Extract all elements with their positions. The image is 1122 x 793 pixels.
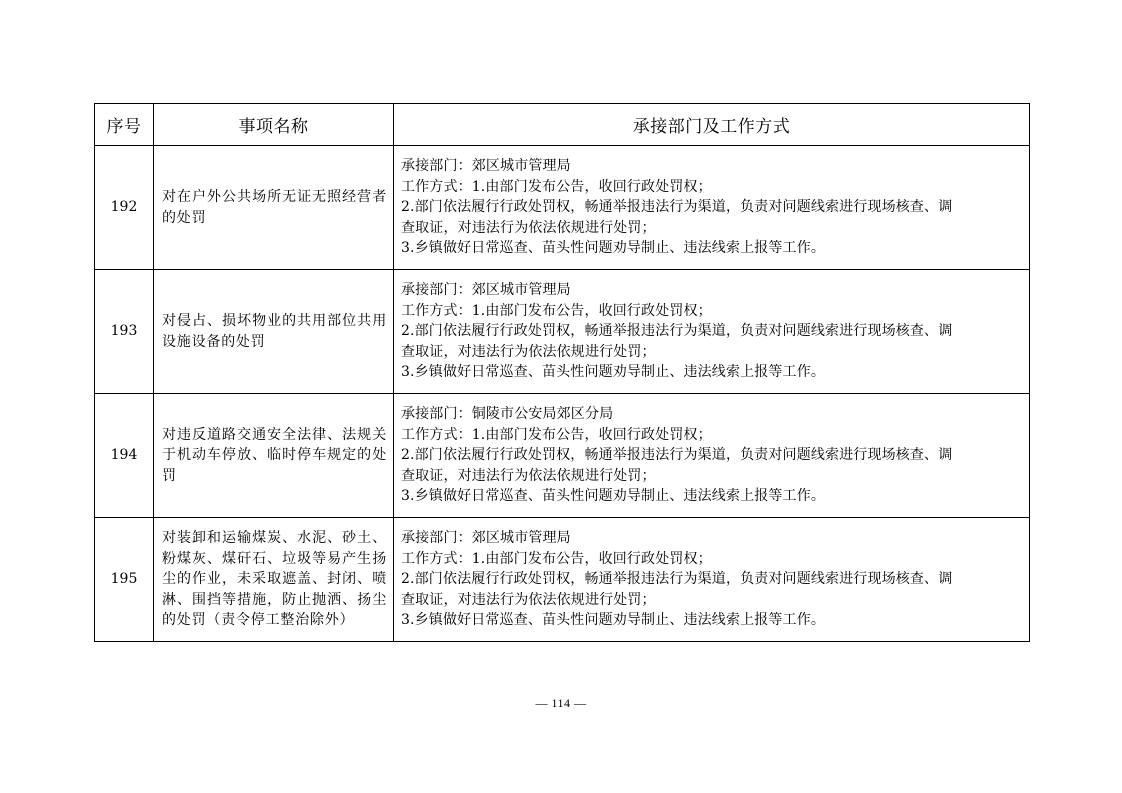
- dept-line: 承接部门：郊区城市管理局: [401, 282, 571, 299]
- table-row: [95, 270, 1030, 394]
- dept-line: 承接部门：铜陵市公安局郊区分局: [401, 406, 614, 423]
- header-index: 序号: [95, 104, 154, 146]
- dept-line: 2.部门依法履行行政处罚权，畅通举报违法行为渠道，负责对问题线索进行现场核查、调: [401, 199, 953, 216]
- table-header-row: [95, 104, 1030, 146]
- table-row: [95, 518, 1030, 642]
- row-index: 193: [95, 270, 154, 394]
- matters-table: [94, 103, 1030, 642]
- dept-line: 3.乡镇做好日常巡查、苗头性问题劝导制止、违法线索上报等工作。: [401, 488, 826, 505]
- dept-line: 查取证，对违法行为依法依规进行处罚；: [401, 467, 656, 484]
- page-number: — 114 —: [535, 696, 587, 710]
- row-dept-method: [394, 270, 1030, 394]
- row-dept-method: [394, 394, 1030, 518]
- dept-line: 承接部门：郊区城市管理局: [401, 158, 571, 175]
- row-matter-name: 对侵占、损坏物业的共用部位共用设施设备的处罚: [154, 270, 394, 394]
- dept-line: 查取证，对违法行为依法依规进行处罚；: [401, 219, 656, 236]
- dept-line: 2.部门依法履行行政处罚权，畅通举报违法行为渠道，负责对问题线索进行现场核查、调: [401, 323, 953, 340]
- dept-line: 承接部门：郊区城市管理局: [401, 530, 571, 547]
- dept-line: 工作方式：1.由部门发布公告，收回行政处罚权；: [401, 178, 712, 195]
- dept-line: 工作方式：1.由部门发布公告，收回行政处罚权；: [401, 426, 712, 443]
- header-name: 事项名称: [154, 104, 394, 146]
- row-matter-name: 对装卸和运输煤炭、水泥、砂土、粉煤灰、煤矸石、垃圾等易产生扬尘的作业，未采取遮盖、封闭、喷淋、围挡等措施，防止抛洒、扬尘的处罚（责令停工整治除外）: [154, 518, 394, 642]
- table-row: [95, 394, 1030, 518]
- dept-line: 查取证，对违法行为依法依规进行处罚；: [401, 343, 656, 360]
- dept-line: 3.乡镇做好日常巡查、苗头性问题劝导制止、违法线索上报等工作。: [401, 364, 826, 381]
- dept-line: 3.乡镇做好日常巡查、苗头性问题劝导制止、违法线索上报等工作。: [401, 240, 826, 257]
- row-index: 194: [95, 394, 154, 518]
- dept-line: 查取证，对违法行为依法依规进行处罚；: [401, 591, 656, 608]
- table-row: [95, 146, 1030, 270]
- header-dept: 承接部门及工作方式: [394, 104, 1030, 146]
- dept-line: 3.乡镇做好日常巡查、苗头性问题劝导制止、违法线索上报等工作。: [401, 612, 826, 629]
- dept-line: 2.部门依法履行行政处罚权，畅通举报违法行为渠道，负责对问题线索进行现场核查、调: [401, 447, 953, 464]
- row-index: 195: [95, 518, 154, 642]
- row-dept-method: [394, 146, 1030, 270]
- dept-line: 工作方式：1.由部门发布公告，收回行政处罚权；: [401, 302, 712, 319]
- row-matter-name: 对违反道路交通安全法律、法规关于机动车停放、临时停车规定的处罚: [154, 394, 394, 518]
- row-index: 192: [95, 146, 154, 270]
- dept-line: 工作方式：1.由部门发布公告，收回行政处罚权；: [401, 550, 712, 567]
- dept-line: 2.部门依法履行行政处罚权，畅通举报违法行为渠道，负责对问题线索进行现场核查、调: [401, 571, 953, 588]
- row-matter-name: 对在户外公共场所无证无照经营者的处罚: [154, 146, 394, 270]
- row-dept-method: [394, 518, 1030, 642]
